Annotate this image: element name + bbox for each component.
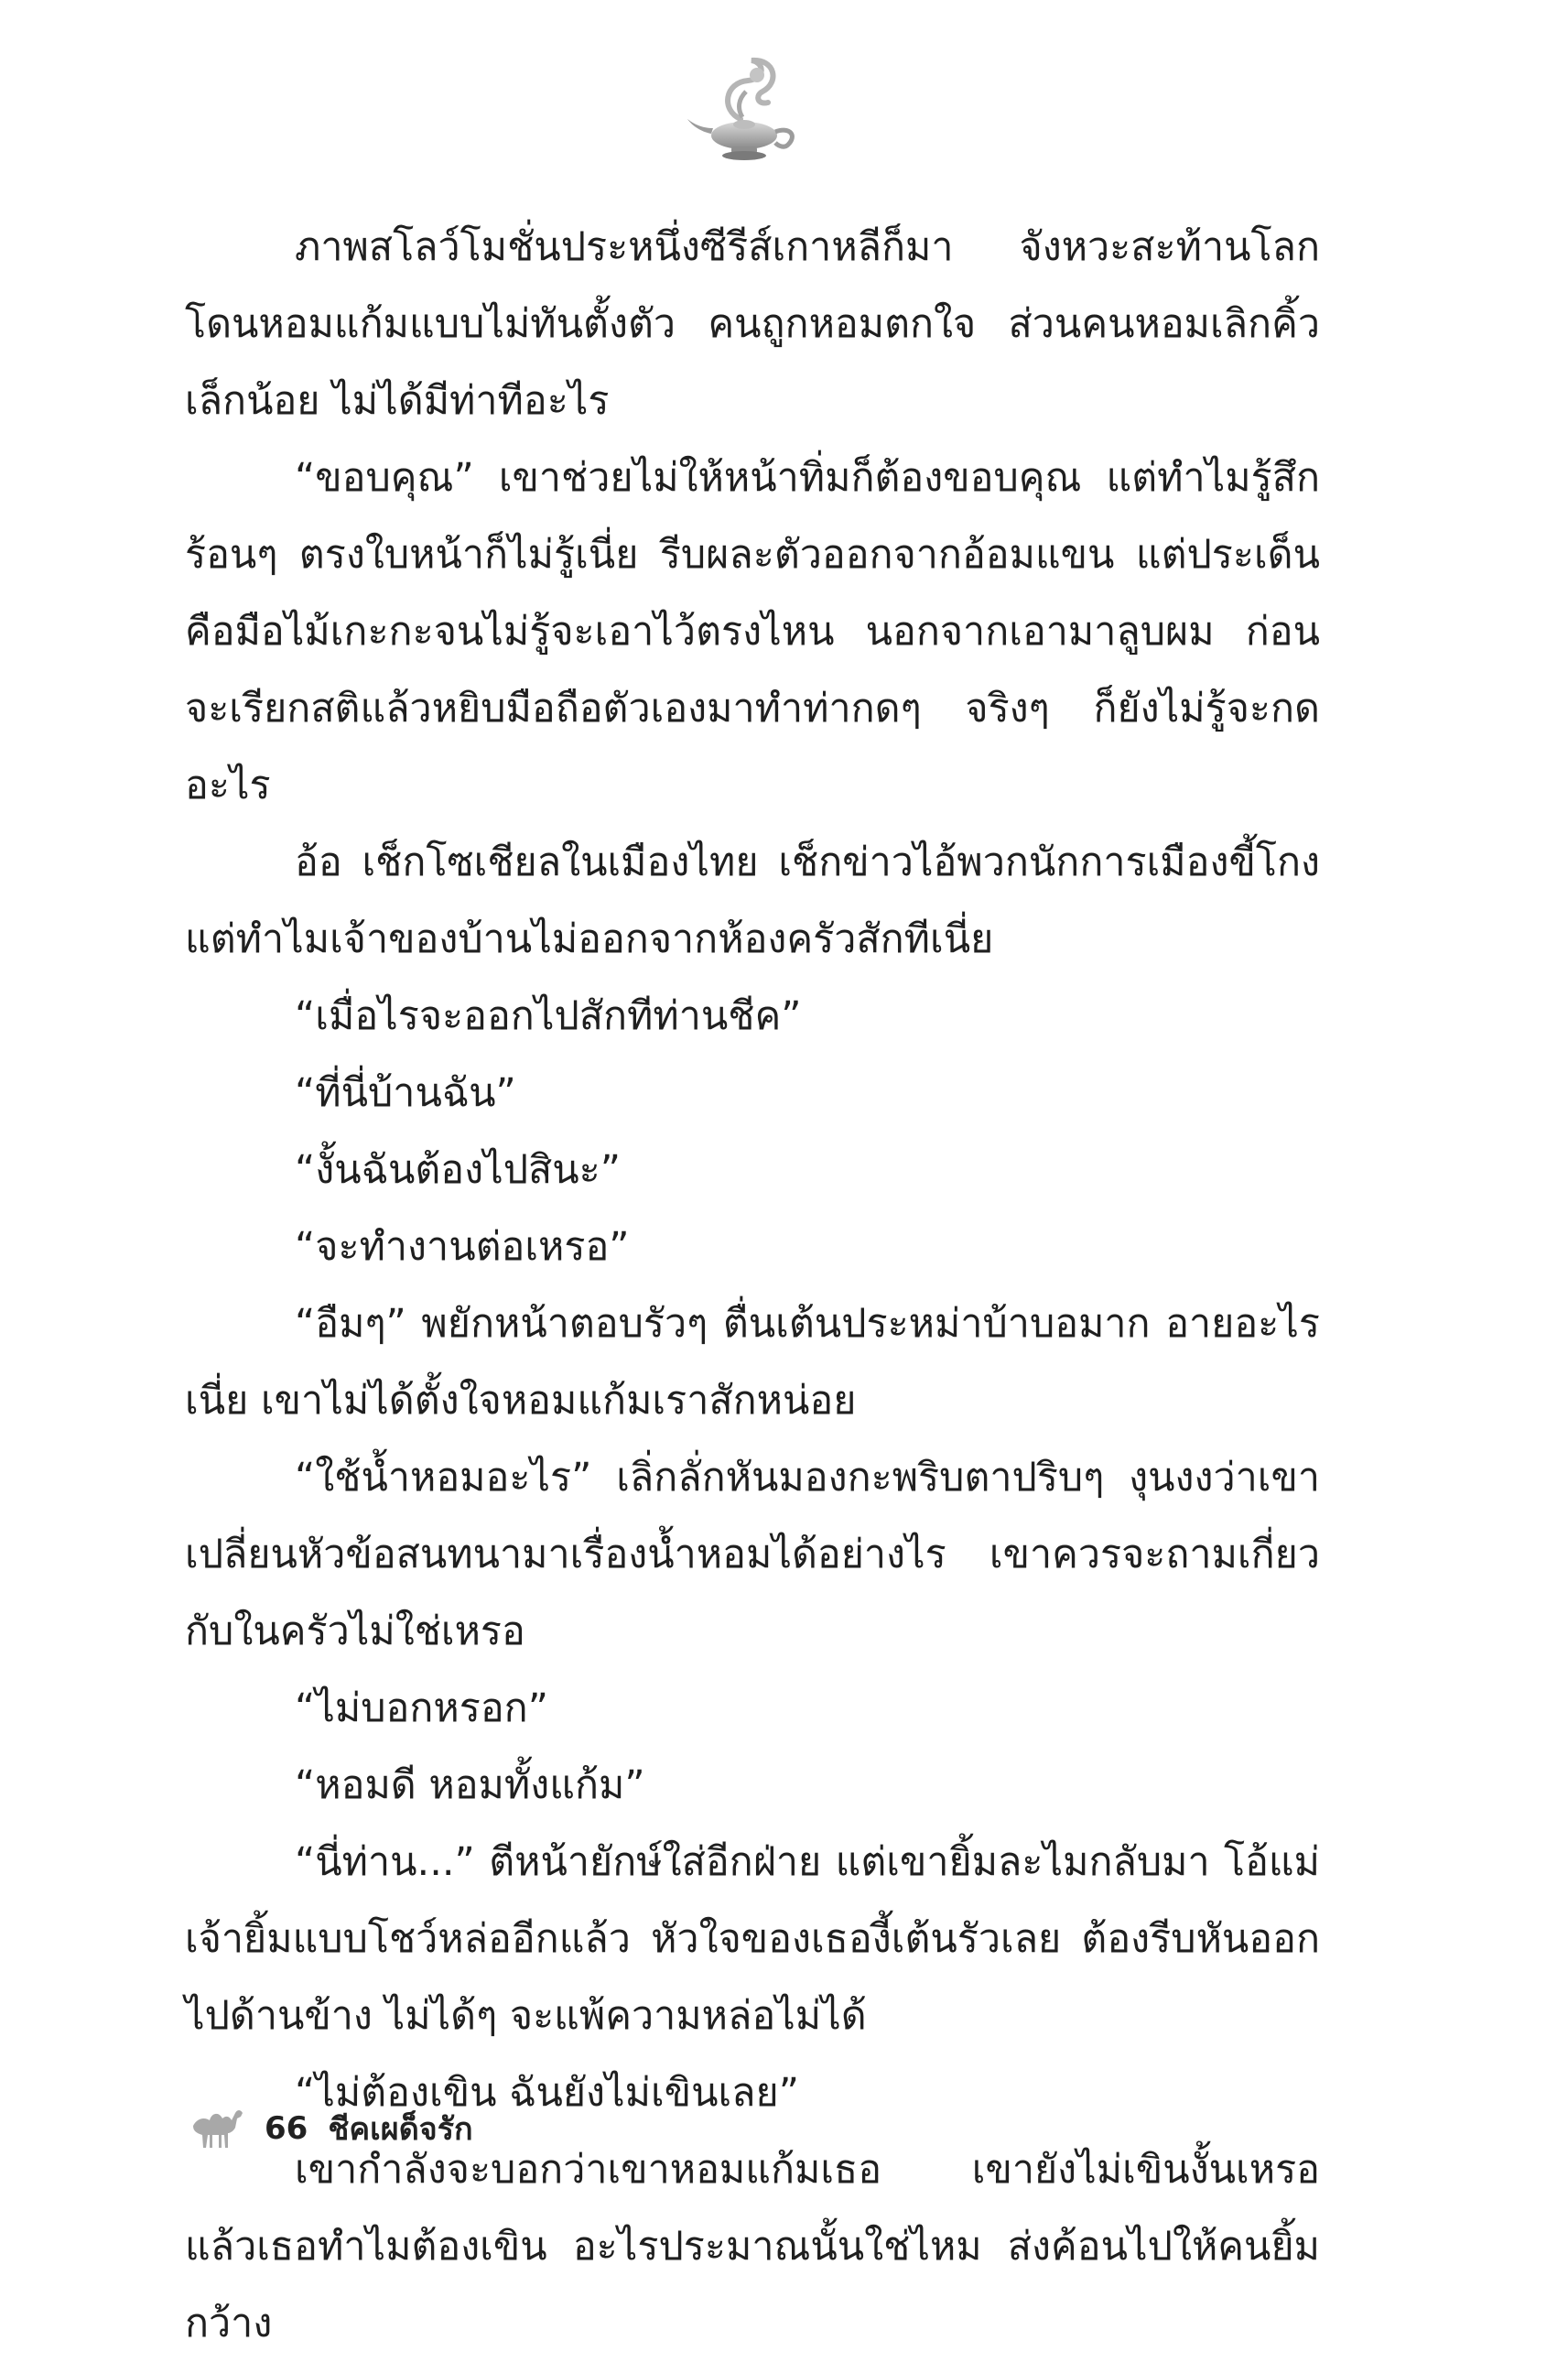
page-number: 66 [265,2110,308,2147]
paragraph: “ที่นี่บ้านฉัน” [295,1070,516,1116]
camel-icon [188,2106,244,2151]
paragraph: “งั้นฉันต้องไปสินะ” [295,1147,622,1193]
genie-lamp-icon [684,55,803,165]
page-footer [188,2101,473,2156]
paragraph: “ไม่บอกหรอก” [295,1685,548,1731]
paragraph: “ใช้น้ำหอมอะไร” เลิ่กลั่กหันมองกะพริบตาปริบๆ งุนงงว่าเขาเปลี่ยนหัวข้อสนทนามาเรื่องน้ำหอมได้อย่างไร เขาควรจะถามเกี่ยวกับในครัวไม่ใช่เหรอ [185,1455,1320,1654]
paragraph: “จะทำงานต่อเหรอ” [295,1224,630,1270]
paragraph: ภาพสโลว์โมชั่นประหนึ่งซีรีส์เกาหลีก็มา จังหวะสะท้านโลก โดนหอมแก้มแบบไม่ทันตั้งตัว คนถูกหอมตกใจ ส่วนคนหอมเลิกคิ้วเล็กน้อย ไม่ได้มีท่าทีอะไร [185,224,1320,424]
paragraph: อ้อ เช็กโซเชียลในเมืองไทย เช็กข่าวไอ้พวกนักการเมืองขี้โกง แต่ทำไมเจ้าของบ้านไม่ออกจากห้องครัวสักทีเนี่ย [185,840,1320,962]
paragraph: “นี่ท่าน...” ตีหน้ายักษ์ใส่อีกฝ่าย แต่เขายิ้มละไมกลับมา โอ้แม่เจ้ายิ้มแบบโชว์หล่ออีกแล้ว หัวใจของเธองี้เต้นรัวเลย ต้องรีบหันออกไปด้านข้าง ไม่ได้ๆ จะแพ้ความหล่อไม่ได้ [185,1839,1320,2039]
paragraph: “ไม่ต้องเขิน ฉันยังไม่เขินเลย” [295,2070,800,2116]
paragraph: “หอมดี หอมทั้งแก้ม” [295,1762,645,1808]
book-title: ชีคเผด็จรัก [328,2111,473,2148]
paragraph: “เมื่อไรจะออกไปสักทีท่านชีค” [295,993,802,1039]
paragraph: “อืมๆ” พยักหน้าตอบรัวๆ ตื่นเต้นประหม่าบ้าบอมาก อายอะไรเนี่ย เขาไม่ได้ตั้งใจหอมแก้มเราสักหน่อย [185,1301,1320,1424]
body-text [185,209,1320,2362]
paragraph: เขากำลังจะบอกว่าเขาหอมแก้มเธอ เขายังไม่เขินงั้นเหรอ แล้วเธอทำไมต้องเขิน อะไรประมาณนั้นใช่ไหม ส่งค้อนไปให้คนยิ้มกว้าง [185,2147,1320,2346]
paragraph: “ขอบคุณ” เขาช่วยไม่ให้หน้าทิ่มก็ต้องขอบคุณ แต่ทำไมรู้สึกร้อนๆ ตรงใบหน้าก็ไม่รู้เนี่ย รีบผละตัวออกจากอ้อมแขน แต่ประเด็นคือมือไม้เกะกะจนไม่รู้จะเอาไว้ตรงไหน นอกจากเอามาลูบผม ก่อนจะเรียกสติแล้วหยิบมือถือตัวเองมาทำท่ากดๆ จริงๆ ก็ยังไม่รู้จะกดอะไร [185,455,1320,808]
